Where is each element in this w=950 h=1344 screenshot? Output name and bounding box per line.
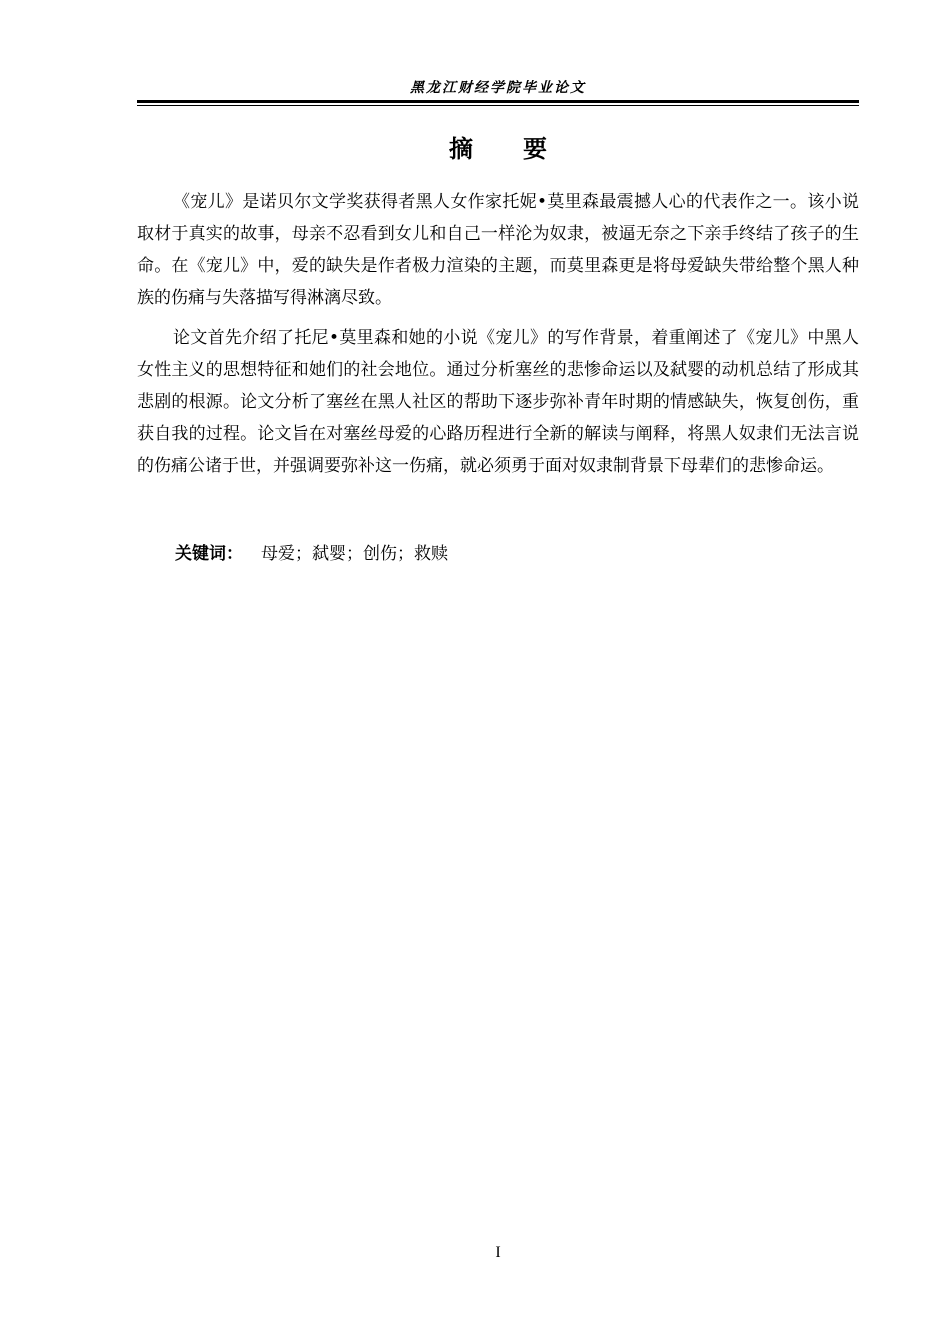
abstract-paragraph-2: 论文首先介绍了托尼•莫里森和她的小说《宠儿》的写作背景，着重阐述了《宠儿》中黑人女性主义的思想特征和她们的社会地位。通过分析塞丝的悲惨命运以及弑婴的动机总结了形成其悲剧的根源。论文分析了塞丝在黑人社区的帮助下逐步弥补青年时期的情感缺失，恢复创伤，重获自我的过程。论文旨在对塞丝母爱的心路历程进行全新的解读与阐释，将黑人奴隶们无法言说的伤痛公诸于世，并强调要弥补这一伤痛，就必须勇于面对奴隶制背景下母辈们的悲惨命运。 [137, 328, 859, 476]
page-number: I [495, 1244, 501, 1261]
abstract-title: 摘要 [449, 135, 597, 163]
keywords-label: 关键词： [175, 544, 243, 564]
abstract-body [137, 186, 859, 490]
header-rule-thin [137, 105, 859, 106]
running-header-title: 黑龙江财经学院毕业论文 [410, 80, 586, 96]
keywords-text: 母爱；弑婴；创伤；救赎 [261, 544, 448, 564]
header-rule-thick [137, 100, 859, 103]
keywords-line [175, 538, 448, 570]
abstract-paragraph-1: 《宠儿》是诺贝尔文学奖获得者黑人女作家托妮•莫里森最震撼人心的代表作之一。该小说取材于真实的故事，母亲不忍看到女儿和自己一样沦为奴隶，被逼无奈之下亲手终结了孩子的生命。在《宠儿》中，爱的缺失是作者极力渲染的主题，而莫里森更是将母爱缺失带给整个黑人种族的伤痛与失落描写得淋漓尽致。 [137, 192, 859, 308]
